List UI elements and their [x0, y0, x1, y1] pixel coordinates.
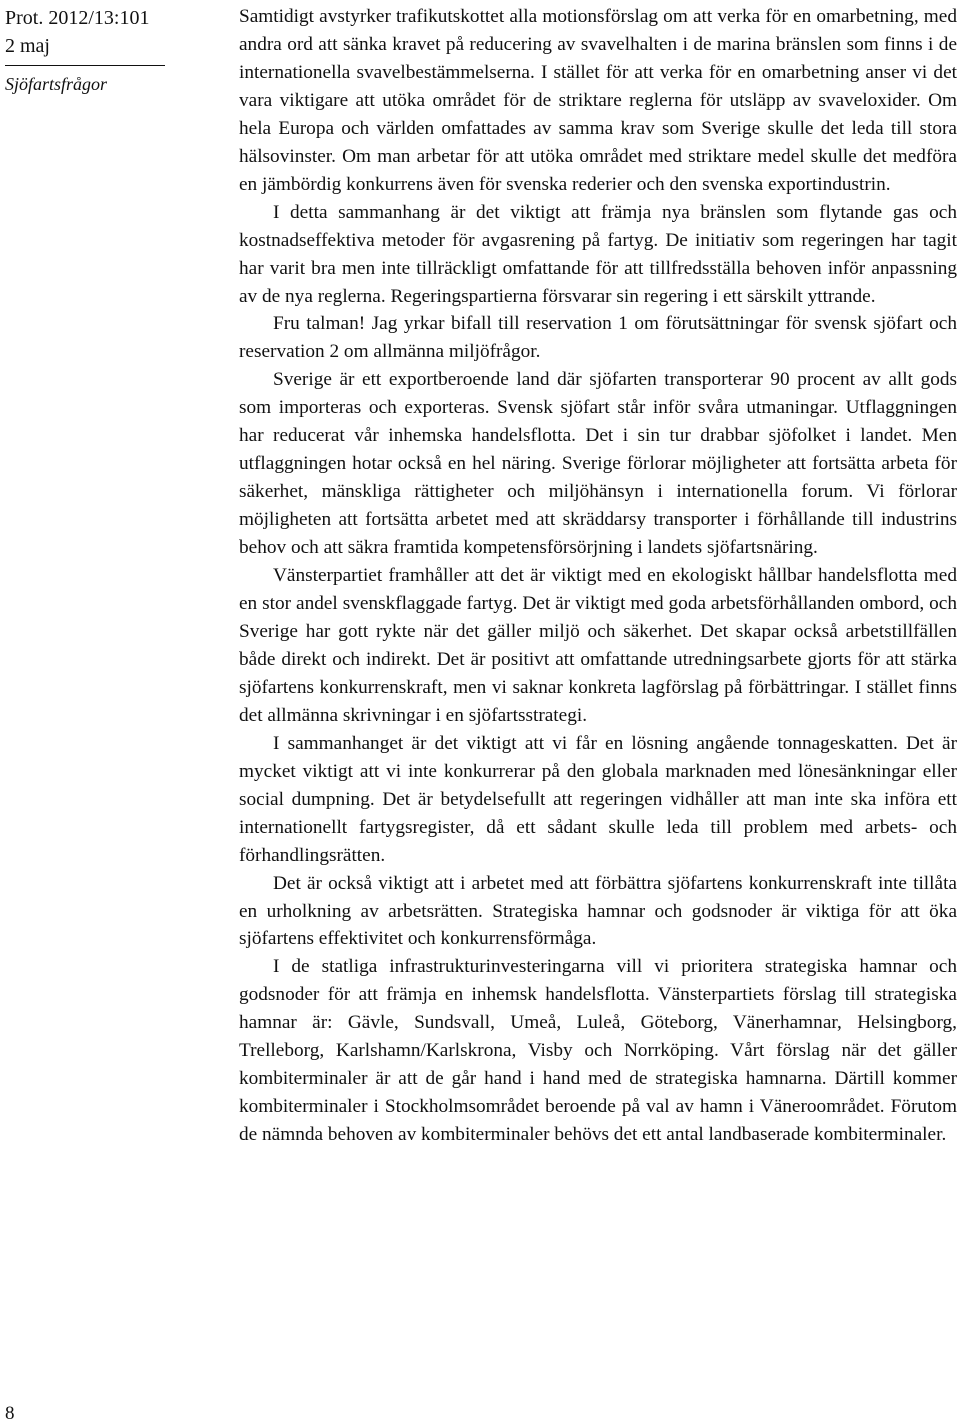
- margin-column: [5, 4, 225, 98]
- paragraph: Fru talman! Jag yrkar bifall till reservation 1 om förutsättningar för svensk sjöfart och reservation 2 om allmänna miljöfrågor.: [239, 313, 957, 363]
- page-number: 8: [5, 1403, 15, 1424]
- paragraph: Samtidigt avstyrker trafikutskottet alla motionsförslag om att verka för en omarbetning, med andra ord att sänka kravet på reducering av svavelhalten i de marina bränslen som finns i de internationella svavelbestämmelserna. I stället för att verka för en omarbetning anser vi det vara viktigare att utöka området för de striktare reglerna för utsläpp av svaveloxider. Om hela Europa och världen omfattades av samma krav som Sverige skulle det leda till stora hälsovinster. Om man arbetar för att utöka området med striktare medel skulle det medföra en jämbördig konkurrens även för svenska rederier och den svenska exportindustrin.: [239, 6, 957, 195]
- paragraph: Det är också viktigt att i arbetet med att förbättra sjöfartens konkurrenskraft inte tillåta en urholkning av arbetsrätten. Strategiska hamnar och godsnoder är viktiga för att öka sjöfartens effektivitet och konkurrensförmåga.: [239, 872, 957, 950]
- session-date: 2 maj: [5, 35, 50, 57]
- margin-divider: [5, 65, 165, 66]
- paragraph: I de statliga infrastrukturinvesteringarna vill vi prioritera strategiska hamnar och godsnoder för att främja en inhemsk handelsflotta. Vänsterpartiets förslag till strategiska hamnar är: Gävle, Sundsvall, Umeå, Luleå, Göteborg, Vänerhamnar, Helsingborg, Trelleborg, Karlshamn/Karlskrona, Visby och Norrköping. Vårt förslag när det gäller kombiterminaler är att de går hand i hand med de strategiska hamnarna. Därtill kommer kombiterminaler i Stockholmsområdet beroende på val av hamn i Väneroområdet. Förutom de nämnda behoven av kombiterminaler behövs det ett antal landbaserade kombiterminaler.: [239, 956, 957, 1146]
- paragraph: I sammanhanget är det viktigt att vi får en lösning angående tonnageskatten. Det är mycket viktigt att vi inte konkurrerar på den globala marknaden med lönesänkningar eller social dumpning. Det är betydelsefullt att regeringen vidhåller att man inte ska införa ett internationellt fartygsregister, då ett sådant skulle leda till problem med arbets- och förhandlingsrätten.: [239, 732, 957, 866]
- paragraph: I detta sammanhang är det viktigt att främja nya bränslen som flytande gas och kostnadseffektiva metoder för avgasrening på fartyg. De initiativ som regeringen har tagit har varit bra men inte tillräckligt omfattande för att tillfredsställa behoven inför anpassning av de nya reglerna. Regeringspartierna försvarar sin regering i ett särskilt yttrande.: [239, 201, 957, 307]
- protocol-number: Prot. 2012/13:101: [5, 7, 150, 29]
- topic-heading: Sjöfartsfrågor: [5, 74, 108, 94]
- speech-body: [239, 3, 957, 1149]
- paragraph: Vänsterpartiet framhåller att det är viktigt med en ekologiskt hållbar handelsflotta med en stor andel svenskflaggade fartyg. Det är viktigt med goda arbetsförhållanden ombord, och Sverige har gott rykte när det gäller miljö och säkerhet. Det skapar också arbetstillfällen både direkt och indirekt. Det är positivt att omfattande utredningsarbete gjorts för att stärka sjöfartens konkurrenskraft, men vi saknar konkreta lagförslag på förbättringar. I stället finns det allmänna skrivningar i en sjöfartsstrategi.: [239, 565, 957, 726]
- paragraph: Sverige är ett exportberoende land där sjöfarten transporterar 90 procent av allt gods som importeras och exporteras. Svensk sjöfart står inför svåra utmaningar. Utflaggningen har reducerat vår inhemska handelsflotta. Det i sin tur drabbar sjöfolket i landet. Men utflaggningen hotar också en hel näring. Sverige förlorar möjligheter att fortsätta arbeta för säkerhet, mänskliga rättigheter och miljöhänsyn i internationella forum. Vi förlorar möjligheten att fortsätta arbetet med att skräddarsy transporter i förhållande till industrins behov och att säkra framtida kompetensförsörjning i landets sjöfartsnäring.: [239, 369, 957, 559]
